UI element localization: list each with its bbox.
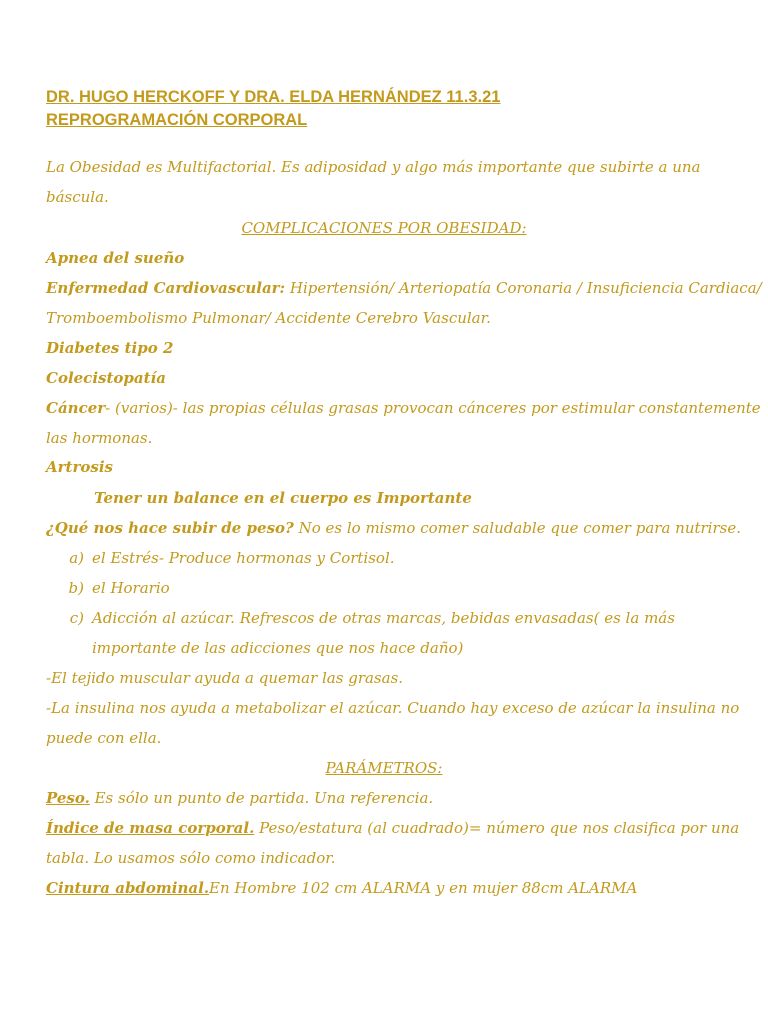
document-title-line1: DR. HUGO HERCKOFF Y DRA. ELDA HERNÁNDEZ 11.3.21 (46, 88, 501, 106)
diabetes-item: Diabetes tipo 2 (46, 339, 174, 357)
note-insulina-line2: puede con ella. (46, 729, 162, 747)
cancer-line1 (46, 393, 761, 423)
peso-question: ¿Qué nos hace subir de peso? (46, 519, 294, 537)
note-tejido: -El tejido muscular ayuda a quemar las grasas. (46, 669, 404, 687)
cancer-line2: las hormonas. (46, 429, 153, 447)
peso-text: Es sólo un punto de partida. Una referencia. (89, 789, 434, 807)
cardio-label: Enfermedad Cardiovascular: (46, 279, 286, 297)
cardio-line2: Tromboembolismo Pulmonar/ Accidente Cerebro Vascular. (46, 309, 491, 327)
parametros-heading: PARÁMETROS: (325, 759, 443, 777)
apnea-item: Apnea del sueño (46, 249, 185, 267)
note-insulina-line1: -La insulina nos ayuda a metabolizar el azúcar. Cuando hay exceso de azúcar la insulina no (46, 699, 740, 717)
complicaciones-heading: COMPLICACIONES POR OBESIDAD: (241, 219, 527, 237)
peso-question-line (46, 513, 741, 543)
peso-answer: No es lo mismo comer saludable que comer para nutrirse. (293, 519, 741, 537)
cardio-line1 (46, 273, 762, 303)
list-text: el Estrés- Produce hormonas y Cortisol. (92, 549, 395, 567)
imc-text1: Peso/estatura (al cuadrado)= número que nos clasifica por una (254, 819, 740, 837)
balance-note: Tener un balance en el cuerpo es Importante (94, 489, 472, 507)
cintura-label: Cintura abdominal. (46, 879, 210, 897)
cintura-line (46, 873, 637, 903)
artrosis-item: Artrosis (46, 458, 113, 476)
list-text: el Horario (92, 579, 170, 597)
list-marker: a) (69, 549, 84, 567)
colecisto-item: Colecistopatía (46, 369, 166, 387)
peso-line (46, 783, 433, 813)
intro-line2: báscula. (46, 188, 109, 206)
imc-line2: tabla. Lo usamos sólo como indicador. (46, 849, 336, 867)
imc-line1 (46, 813, 739, 843)
list-text: Adicción al azúcar. Refrescos de otras marcas, bebidas envasadas( es la más (92, 609, 675, 627)
cintura-text: En Hombre 102 cm ALARMA y en mujer 88cm ALARMA (209, 879, 638, 897)
imc-label: Índice de masa corporal. (46, 819, 255, 837)
cardio-text1: Hipertensión/ Arteriopatía Coronaria / Insuficiencia Cardiaca/ (285, 279, 762, 297)
peso-label: Peso. (46, 789, 90, 807)
document-title-line2: REPROGRAMACIÓN CORPORAL (46, 111, 308, 129)
cancer-label: Cáncer (46, 399, 106, 417)
intro-line1: La Obesidad es Multifactorial. Es adiposidad y algo más importante que subirte a una (46, 158, 701, 176)
list-marker: c) (69, 609, 84, 627)
list-marker: b) (68, 579, 84, 597)
cancer-text1: - (varios)- las propias células grasas provocan cánceres por estimular constantemente (105, 399, 761, 417)
list-item-c-continuation: importante de las adicciones que nos hace daño) (92, 639, 464, 657)
